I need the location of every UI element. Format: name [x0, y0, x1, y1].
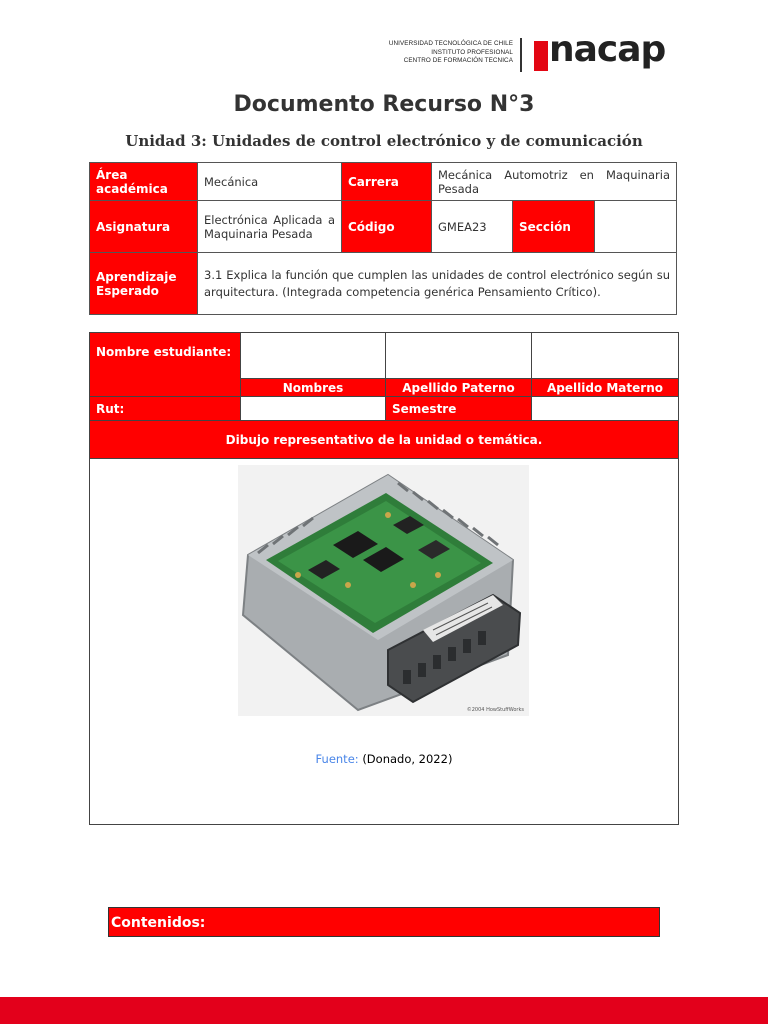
logo-i-mark — [534, 41, 548, 71]
semestre-label: Semestre — [386, 397, 532, 421]
semestre-input[interactable] — [532, 397, 679, 421]
institution-line-2: INSTITUTO PROFESIONAL — [431, 48, 513, 56]
area-label: Área académica — [90, 163, 198, 201]
contenidos-heading: Contenidos: — [108, 907, 660, 937]
seccion-label: Sección — [513, 201, 595, 253]
codigo-value: GMEA23 — [432, 201, 513, 253]
carrera-label: Carrera — [342, 163, 432, 201]
apellido-materno-header: Apellido Materno — [532, 379, 679, 397]
institution-lines — [389, 40, 513, 66]
logo-wordmark: nacap — [549, 29, 666, 70]
page-title: Documento Recurso N°3 — [233, 92, 535, 117]
page-subtitle: Unidad 3: Unidades de control electrónico y de comunicación — [125, 132, 643, 150]
source-label: Fuente: — [315, 752, 359, 766]
codigo-label: Código — [342, 201, 432, 253]
apellido-paterno-header: Apellido Paterno — [386, 379, 532, 397]
nombres-header: Nombres — [241, 379, 386, 397]
footer-bar — [0, 997, 768, 1024]
rut-label: Rut: — [90, 397, 241, 421]
nombre-label: Nombre estudiante: — [90, 333, 241, 397]
aprendizaje-value: 3.1 Explica la función que cumplen las unidades de control electrónico según su arquitectura. (Integrada competencia genérica Pensamiento Crítico). — [198, 253, 677, 315]
asignatura-label: Asignatura — [90, 201, 198, 253]
apellido-materno-input[interactable] — [532, 333, 679, 379]
ecu-image — [238, 465, 529, 716]
image-watermark: ©2004 HowStuffWorks — [466, 707, 524, 713]
carrera-value: Mecánica Automotriz en Maquinaria Pesada — [432, 163, 677, 201]
nombres-input[interactable] — [241, 333, 386, 379]
institution-line-3: CENTRO DE FORMACIÓN TECNICA — [403, 57, 513, 65]
aprendizaje-label: Aprendizaje Esperado — [90, 253, 198, 315]
seccion-value — [595, 201, 677, 253]
area-value: Mecánica — [198, 163, 342, 201]
asignatura-value: Electrónica Aplicada a Maquinaria Pesada — [198, 201, 342, 253]
logo-divider — [520, 38, 522, 72]
source-value: (Donado, 2022) — [362, 752, 453, 766]
figure-source — [0, 752, 768, 766]
apellido-paterno-input[interactable] — [386, 333, 532, 379]
info-table — [89, 162, 677, 315]
dibujo-header: Dibujo representativo de la unidad o temática. — [90, 421, 679, 459]
rut-input[interactable] — [241, 397, 386, 421]
institution-line-1: UNIVERSIDAD TECNOLÓGICA DE CHILE — [388, 40, 513, 47]
